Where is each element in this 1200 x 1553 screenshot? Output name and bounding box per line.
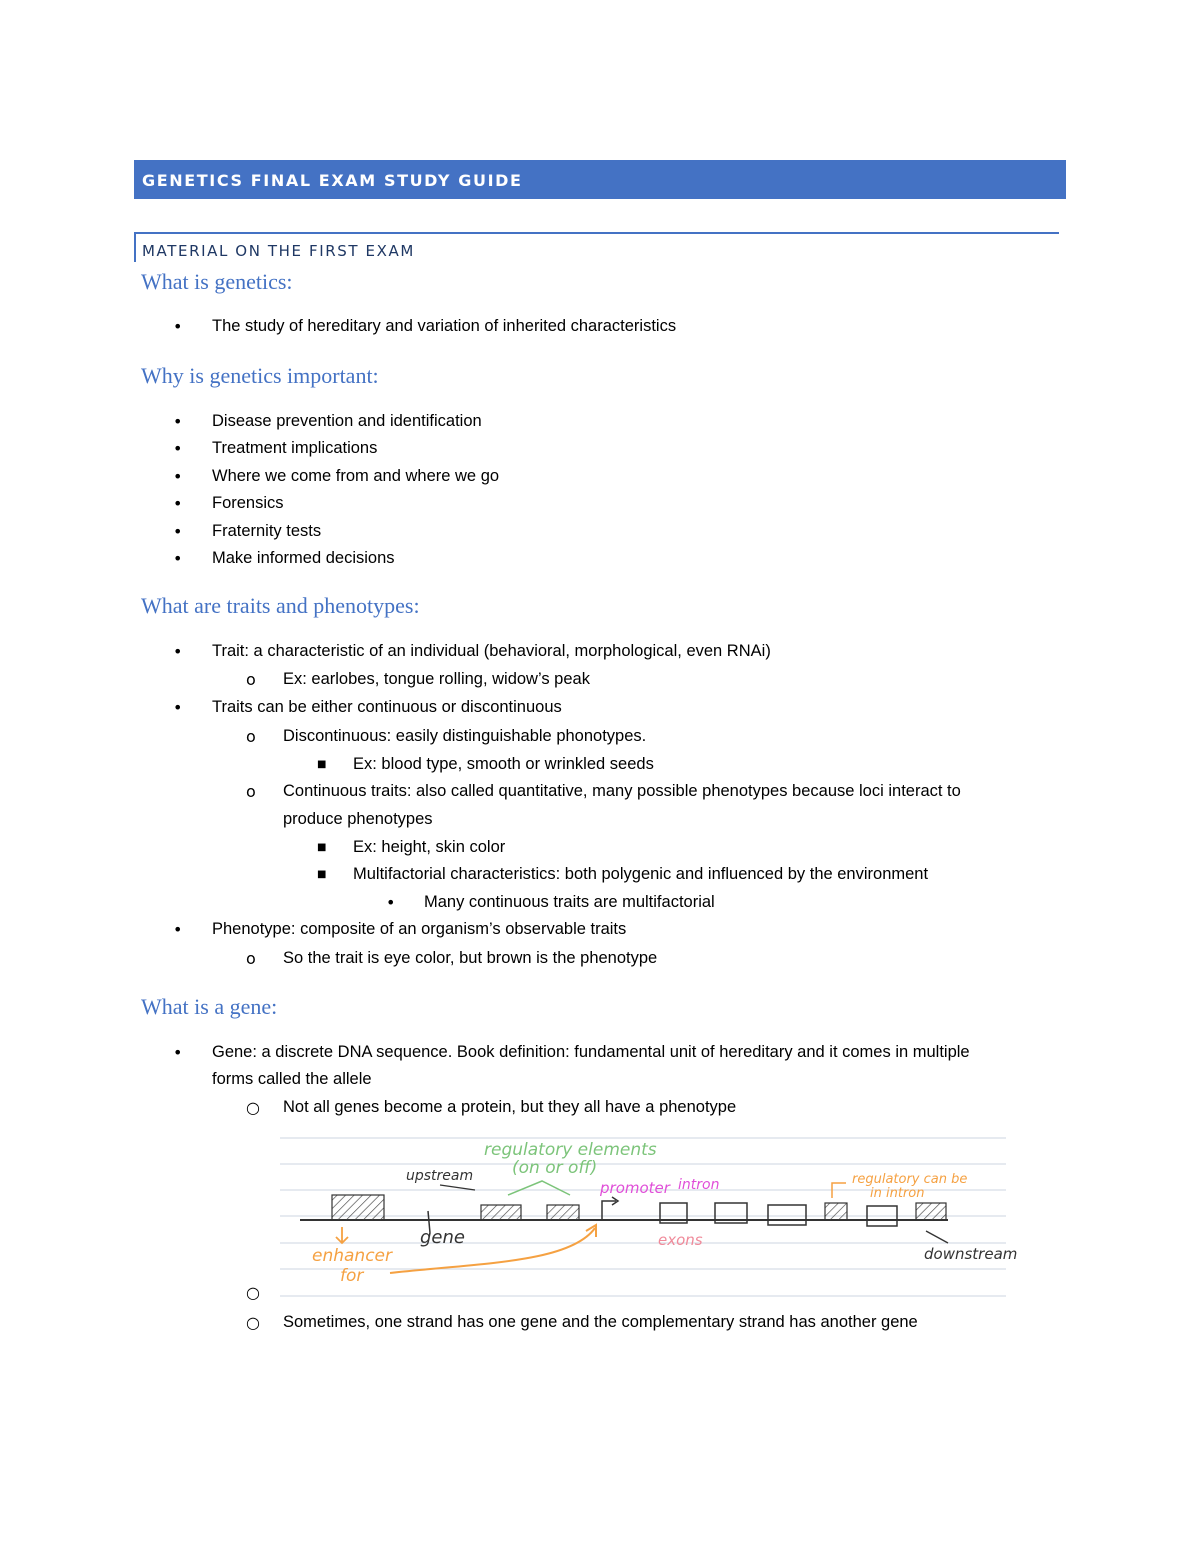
list-item: Fraternity tests: [212, 522, 322, 540]
bullet-dot: •: [173, 494, 183, 513]
bullet-square: ■: [317, 759, 327, 770]
list-item: Treatment implications: [212, 439, 378, 457]
list-item: Forensics: [212, 494, 284, 512]
heading-what-is-gene: What is a gene:: [141, 994, 278, 1019]
bullet-circle: o: [246, 727, 256, 746]
list-item: Make informed decisions: [212, 549, 395, 567]
continuous-examples: Ex: height, skin color: [353, 838, 506, 856]
heading-traits-phenotypes: What are traits and phenotypes:: [141, 593, 420, 618]
phenotype-definition: Phenotype: composite of an organism’s observable traits: [212, 920, 627, 938]
heading-what-is-genetics: What is genetics:: [141, 269, 293, 294]
section-rule: [135, 232, 1059, 234]
label-in-intron: in intron: [870, 1186, 925, 1201]
heading-why-important: Why is genetics important:: [141, 363, 379, 388]
bullet-circle: ○: [246, 1313, 260, 1332]
bullet-circle: o: [246, 782, 256, 801]
gene-definition-cont: forms called the allele: [212, 1070, 372, 1088]
gene-definition: Gene: a discrete DNA sequence. Book definition: fundamental unit of hereditary and it comes in multiple: [212, 1043, 970, 1061]
label-gene: gene: [420, 1227, 465, 1248]
strand-gene-note: Sometimes, one strand has one gene and the complementary strand has another gene: [283, 1313, 918, 1331]
regulatory-block: [547, 1205, 579, 1220]
section-heading: MATERIAL ON THE FIRST EXAM: [142, 242, 415, 260]
label-downstream: downstream: [924, 1245, 1018, 1263]
multifactorial-definition: Multifactorial characteristics: both polygenic and influenced by the environment: [353, 865, 929, 883]
continuous-definition: Continuous traits: also called quantitative, many possible phenotypes because loci interact to: [283, 782, 961, 800]
label-regulatory-intron: regulatory can be: [852, 1172, 968, 1187]
label-regulatory: regulatory elements: [484, 1140, 657, 1160]
gene-protein-note: Not all genes become a protein, but they all have a phenotype: [283, 1098, 737, 1116]
section-rule-tick: [134, 232, 136, 262]
phenotype-example: So the trait is eye color, but brown is the phenotype: [283, 949, 658, 967]
bullet-square: ■: [317, 842, 327, 853]
label-for: for: [340, 1266, 364, 1286]
bullet-dot: •: [173, 549, 183, 568]
traits-continuity: Traits can be either continuous or discontinuous: [212, 698, 562, 716]
discontinuous-examples: Ex: blood type, smooth or wrinkled seeds: [353, 755, 654, 773]
bullet-dot: •: [173, 1043, 183, 1062]
gene-structure-diagram: [280, 1133, 1018, 1303]
bullet-dot: •: [173, 439, 183, 458]
regulatory-block: [481, 1205, 521, 1220]
discontinuous-definition: Discontinuous: easily distinguishable phonotypes.: [283, 727, 647, 745]
label-upstream: upstream: [406, 1168, 474, 1184]
regulatory-block: [916, 1203, 946, 1220]
trait-definition: Trait: a characteristic of an individual (behavioral, morphological, even RNAi): [212, 642, 771, 660]
many-continuous-note: Many continuous traits are multifactorial: [424, 893, 715, 911]
genetics-definition: The study of hereditary and variation of inherited characteristics: [212, 317, 677, 335]
bullet-circle: o: [246, 949, 256, 968]
document-title: GENETICS FINAL EXAM STUDY GUIDE: [134, 160, 1066, 199]
label-on-off: (on or off): [512, 1158, 598, 1178]
bullet-dot: •: [386, 893, 396, 912]
label-promoter: promoter: [600, 1179, 670, 1197]
list-item: Where we come from and where we go: [212, 467, 500, 485]
bullet-dot: •: [173, 317, 183, 336]
bullet-dot: •: [173, 920, 183, 939]
enhancer-block: [332, 1195, 384, 1220]
trait-examples: Ex: earlobes, tongue rolling, widow’s peak: [283, 670, 590, 688]
bullet-dot: •: [173, 642, 183, 661]
exon-boxes: [660, 1203, 897, 1226]
bullet-dot: •: [173, 522, 183, 541]
label-intron: intron: [678, 1177, 720, 1193]
bullet-circle: o: [246, 670, 256, 689]
bullet-square: ■: [317, 869, 327, 880]
list-item: Disease prevention and identification: [212, 412, 482, 430]
bullet-circle: ○: [246, 1283, 260, 1302]
label-enhancer: enhancer: [312, 1246, 392, 1266]
bullet-dot: •: [173, 467, 183, 486]
bullet-dot: •: [173, 412, 183, 431]
bullet-circle: ○: [246, 1098, 260, 1117]
label-exons: exons: [658, 1231, 703, 1249]
regulatory-block: [825, 1203, 847, 1220]
bullet-dot: •: [173, 698, 183, 717]
continuous-definition-cont: produce phenotypes: [283, 810, 433, 828]
